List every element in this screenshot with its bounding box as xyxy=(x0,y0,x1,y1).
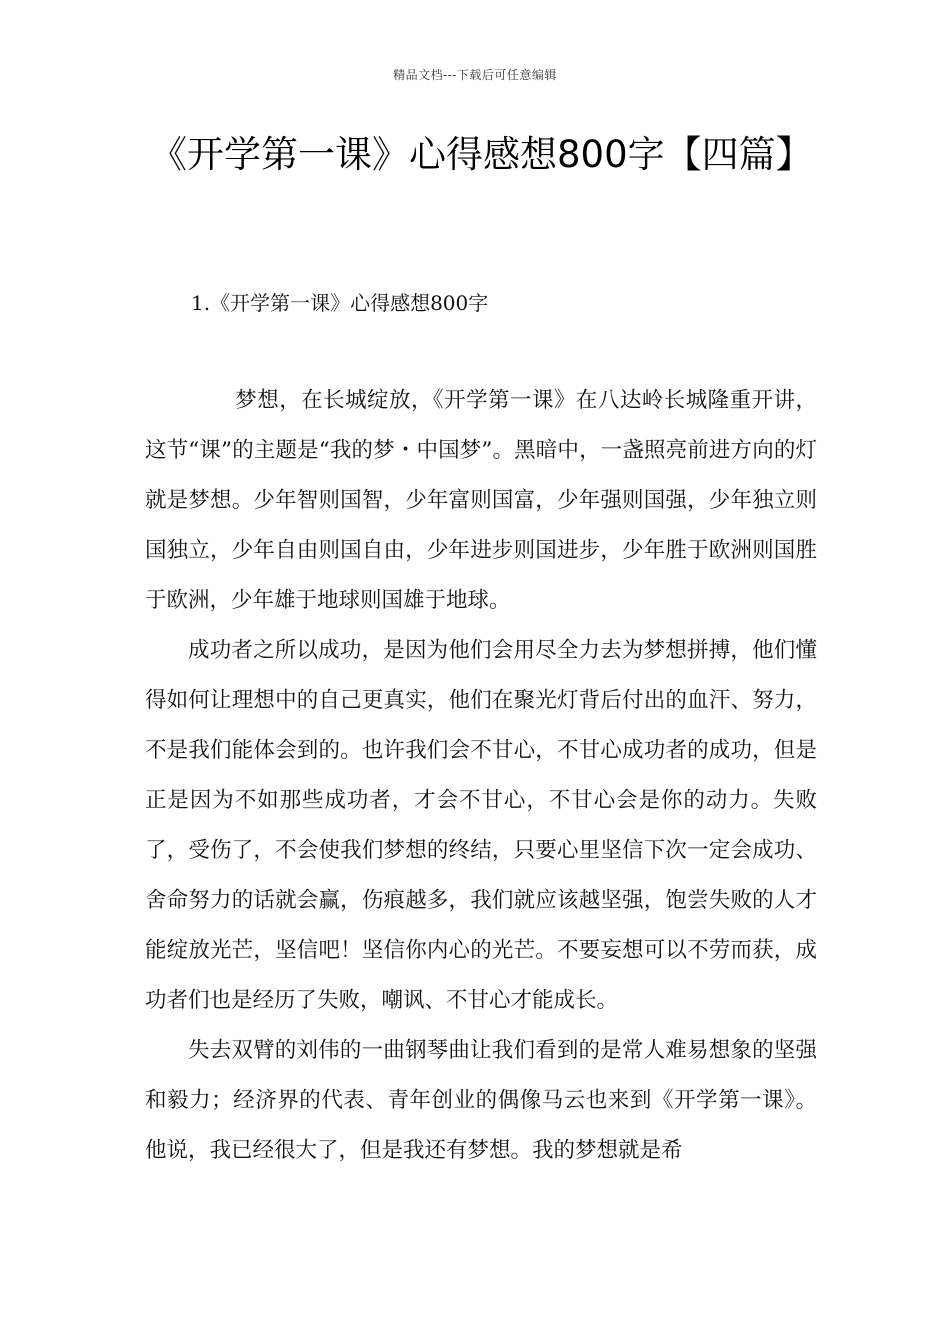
body-text xyxy=(145,376,817,1176)
paragraph-2: 成功者之所以成功，是因为他们会用尽全力去为梦想拼搏，他们懂得如何让理想中的自己更真实，他们在聚光灯背后付出的血汗、努力，不是我们能体会到的。也许我们会不甘心，不甘心成功者的成功，但是正是因为不如那些成功者，才会不甘心，不甘心会是你的动力。失败了，受伤了，不会使我们梦想的终结，只要心里坚信下次一定会成功、舍命努力的话就会赢，伤痕越多，我们就应该越坚强，饱尝失败的人才能绽放光芒，坚信吧！坚信你内心的光芒。不要妄想可以不劳而获，成功者们也是经历了失败，嘲讽、不甘心才能成长。 xyxy=(145,638,817,1013)
header-note: 精品文档---下载后可任意编辑 xyxy=(393,68,557,82)
paragraph-1: 梦想，在长城绽放，《开学第一课》在八达岭长城隆重开讲，这节“课”的主题是“我的梦・中国梦”。黑暗中，一盏照亮前进方向的灯就是梦想。少年智则国智，少年富则国富，少年强则国强，少年独立则国独立，少年自由则国自由，少年进步则国进步，少年胜于欧洲则国胜于欧洲，少年雄于地球则国雄于地球。 xyxy=(145,388,817,613)
paragraph-3: 失去双臂的刘伟的一曲钢琴曲让我们看到的是常人难易想象的坚强和毅力；经济界的代表、青年创业的偶像马云也来到《开学第一课》。他说，我已经很大了，但是我还有梦想。我的梦想就是希 xyxy=(145,1038,817,1163)
section-heading: 1.《开学第一课》心得感想800字 xyxy=(191,291,489,315)
document-title: 《开学第一课》心得感想800字【四篇】 xyxy=(150,133,813,176)
